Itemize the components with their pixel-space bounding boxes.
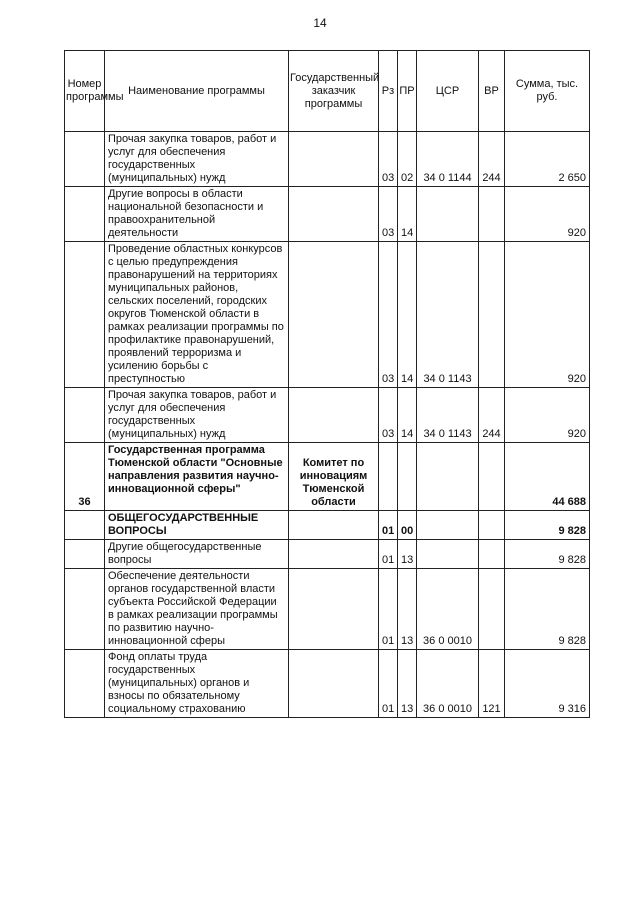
cell-program-number — [65, 511, 105, 540]
header-rz: Рз — [379, 51, 398, 132]
cell-sum: 2 650 — [505, 132, 590, 187]
cell-program-name: Обеспечение деятельности органов государственной власти субъекта Российской Федерации в рамках реализации программы по развитию научно-инновационной сферы — [105, 569, 289, 650]
cell-pr: 14 — [398, 187, 417, 242]
table-row — [65, 511, 590, 540]
cell-program-number — [65, 540, 105, 569]
cell-csr: 34 0 1143 — [417, 242, 479, 388]
header-state-customer: Государственный заказчик программы — [289, 51, 379, 132]
cell-program-name — [105, 443, 289, 511]
header-program-number: Номер программы — [65, 51, 105, 132]
cell-csr — [417, 187, 479, 242]
cell-vr — [479, 443, 505, 511]
cell-program-name: ОБЩЕГОСУДАРСТВЕННЫЕ ВОПРОСЫ — [105, 511, 289, 540]
program-name-text: Государственная программа Тюменской области "Основные направления развития научно-инновационной сферы" — [108, 444, 283, 495]
cell-pr: 00 — [398, 511, 417, 540]
cell-vr — [479, 511, 505, 540]
cell-program-name: Прочая закупка товаров, работ и услуг для обеспечения государственных (муниципальных) нужд — [105, 388, 289, 443]
header-program-name: Наименование программы — [105, 51, 289, 132]
cell-pr — [398, 443, 417, 511]
cell-rz: 03 — [379, 388, 398, 443]
cell-pr: 13 — [398, 650, 417, 718]
cell-pr: 14 — [398, 388, 417, 443]
cell-sum: 9 828 — [505, 511, 590, 540]
cell-state-customer — [289, 187, 379, 242]
cell-program-number — [65, 187, 105, 242]
cell-program-name: Фонд оплаты труда государственных (муниципальных) органов и взносы по обязательному социальному страхованию — [105, 650, 289, 718]
cell-program-name: Другие вопросы в области национальной безопасности и правоохранительной деятельности — [105, 187, 289, 242]
cell-csr: 36 0 0010 — [417, 569, 479, 650]
header-pr: ПР — [398, 51, 417, 132]
table-row — [65, 650, 590, 718]
cell-sum: 9 828 — [505, 540, 590, 569]
cell-program-number — [65, 569, 105, 650]
table-header-row — [65, 51, 590, 132]
header-sum: Сумма, тыс. руб. — [505, 51, 590, 132]
cell-program-name: Другие общегосударственные вопросы — [105, 540, 289, 569]
cell-state-customer — [289, 132, 379, 187]
cell-state-customer — [289, 511, 379, 540]
table-row — [65, 569, 590, 650]
cell-csr — [417, 540, 479, 569]
cell-program-number: 36 — [65, 443, 105, 511]
cell-program-name: Прочая закупка товаров, работ и услуг для обеспечения государственных (муниципальных) нужд — [105, 132, 289, 187]
header-csr: ЦСР — [417, 51, 479, 132]
cell-sum: 9 316 — [505, 650, 590, 718]
cell-rz: 03 — [379, 242, 398, 388]
cell-state-customer: Комитет по инновациям Тюменской области — [289, 443, 379, 511]
cell-program-number — [65, 388, 105, 443]
cell-sum: 920 — [505, 187, 590, 242]
cell-csr: 34 0 1143 — [417, 388, 479, 443]
cell-pr: 13 — [398, 540, 417, 569]
cell-program-number — [65, 132, 105, 187]
cell-rz: 03 — [379, 187, 398, 242]
cell-csr: 36 0 0010 — [417, 650, 479, 718]
cell-vr: 244 — [479, 132, 505, 187]
cell-vr: 244 — [479, 388, 505, 443]
cell-vr: 121 — [479, 650, 505, 718]
cell-sum: 920 — [505, 388, 590, 443]
cell-pr: 13 — [398, 569, 417, 650]
cell-rz: 01 — [379, 511, 398, 540]
cell-state-customer — [289, 540, 379, 569]
table-row — [65, 540, 590, 569]
page-number: 14 — [313, 16, 327, 30]
cell-vr — [479, 242, 505, 388]
cell-state-customer — [289, 388, 379, 443]
cell-pr: 02 — [398, 132, 417, 187]
cell-rz: 01 — [379, 650, 398, 718]
cell-pr: 14 — [398, 242, 417, 388]
table-row-program-36 — [65, 443, 590, 511]
cell-state-customer — [289, 569, 379, 650]
cell-vr — [479, 569, 505, 650]
cell-csr — [417, 511, 479, 540]
table-row — [65, 242, 590, 388]
table-row — [65, 187, 590, 242]
cell-rz: 01 — [379, 540, 398, 569]
cell-csr: 34 0 1144 — [417, 132, 479, 187]
budget-table — [64, 50, 590, 718]
table-body — [65, 132, 590, 718]
header-vr: ВР — [479, 51, 505, 132]
table-row — [65, 388, 590, 443]
cell-program-name: Проведение областных конкурсов с целью предупреждения правонарушений на территориях муниципальных районов, сельских поселений, городских округов Тюменской области в рамках реализации программы по профилактике правонарушений, проявлений терроризма и усилению борьбы с преступностью — [105, 242, 289, 388]
table-row — [65, 132, 590, 187]
cell-csr — [417, 443, 479, 511]
cell-vr — [479, 187, 505, 242]
cell-state-customer — [289, 242, 379, 388]
cell-program-number — [65, 242, 105, 388]
cell-sum: 920 — [505, 242, 590, 388]
cell-state-customer — [289, 650, 379, 718]
cell-sum: 44 688 — [505, 443, 590, 511]
cell-program-number — [65, 650, 105, 718]
cell-vr — [479, 540, 505, 569]
cell-rz: 03 — [379, 132, 398, 187]
cell-sum: 9 828 — [505, 569, 590, 650]
cell-rz — [379, 443, 398, 511]
cell-rz: 01 — [379, 569, 398, 650]
